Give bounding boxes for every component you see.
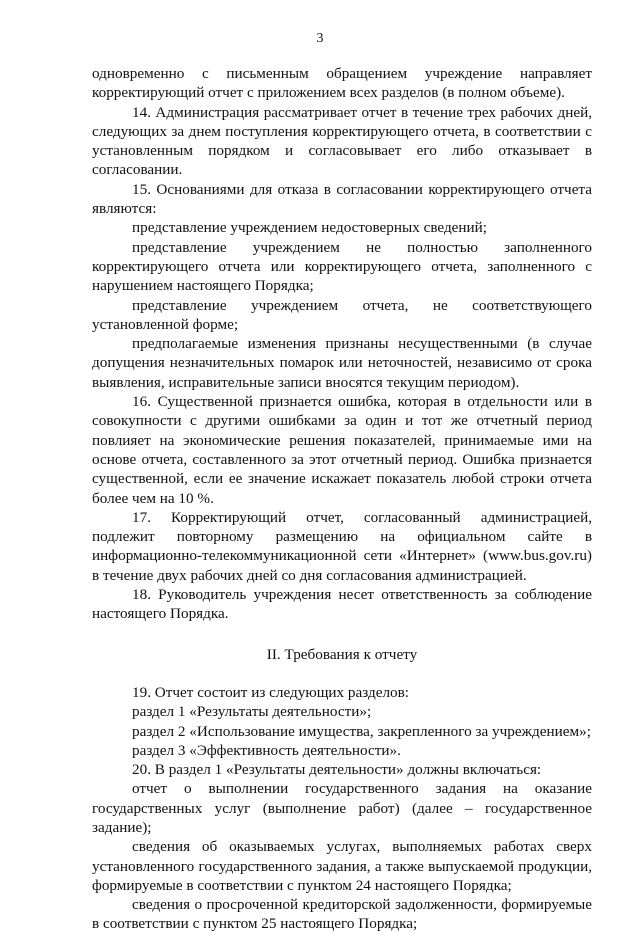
paragraph-20: 20. В раздел 1 «Результаты деятельности» должны включаться: <box>132 761 542 779</box>
paragraph-14: 14. Администрация рассматривает отчет в течение трех рабочих дней, следующих за днем поступления корректирующего отчета, в соответствии с установленным порядком и согласовывает его либо отказывает в согласовании. <box>92 103 592 179</box>
paragraph-18: 18. Руководитель учреждения несет ответственность за соблюдение настоящего Порядка. <box>92 586 592 623</box>
paragraph-17: 17. Корректирующий отчет, согласованный администрацией, подлежит повторному размещению на официальном сайте в информационно-телекоммуникационной сети «Интернет» (www.bus.gov.ru) в течение двух рабочих дней со дня согласования администрацией. <box>92 508 592 584</box>
page-number: 3 <box>316 31 324 46</box>
list-item-report-1: отчет о выполнении государственного задания на оказание государственных услуг (выполнение работ) (далее – государственное задание); <box>92 780 592 836</box>
list-item-report-2: сведения об оказываемых услугах, выполняемых работах сверх установленного государственного задания, а также выпускаемой продукции, формируемые в соответствии с пунктом 24 настоящего Порядка; <box>92 838 592 894</box>
paragraph-15: 15. Основаниями для отказа в согласовании корректирующего отчета являются: <box>92 180 592 218</box>
list-item-section-3: раздел 3 «Эффективность деятельности». <box>132 741 401 759</box>
spacer <box>92 624 592 645</box>
spacer <box>92 664 592 683</box>
paragraph-16: 16. Существенной признается ошибка, которая в отдельности или в совокупности с другими ошибками за один и тот же отчетный период повлияет на экономические решения показателей, принимаемые ими на основе отчета, составленного за этот отчетный период. Ошибка признается существенной, если ее значение искажает показатель любой строки отчета более чем на 10 %. <box>92 393 592 507</box>
list-item-refusal-2: представление учреждением не полностью заполненного корректирующего отчета или корректирующего отчета, заполненного с нарушением настоящего Порядка; <box>92 238 592 295</box>
paragraph-continuation: одновременно с письменным обращением учреждение направляет корректирующий отчет с приложением всех разделов (в полном объеме). <box>92 65 592 102</box>
list-item-section-1: раздел 1 «Результаты деятельности»; <box>132 703 372 721</box>
list-item-report-3: сведения о просроченной кредиторской задолженности, формируемые в соответствии с пунктом 25 настоящего Порядка; <box>92 896 592 933</box>
list-item-refusal-1: представление учреждением недостоверных сведений; <box>132 219 488 237</box>
list-item-refusal-3: представление учреждением отчета, не соответствующего установленной форме; <box>92 296 592 333</box>
list-item-section-2: раздел 2 «Использование имущества, закрепленного за учреждением»; <box>132 722 591 740</box>
paragraph-19: 19. Отчет состоит из следующих разделов: <box>132 683 410 701</box>
document-body <box>92 64 592 934</box>
section-heading: II. Требования к отчету <box>266 645 418 663</box>
list-item-refusal-4: предполагаемые изменения признаны несущественными (в случае допущения незначительных помарок или неточностей, независимо от срока выявления, исправительные записи вносятся текущим периодом). <box>92 335 592 391</box>
